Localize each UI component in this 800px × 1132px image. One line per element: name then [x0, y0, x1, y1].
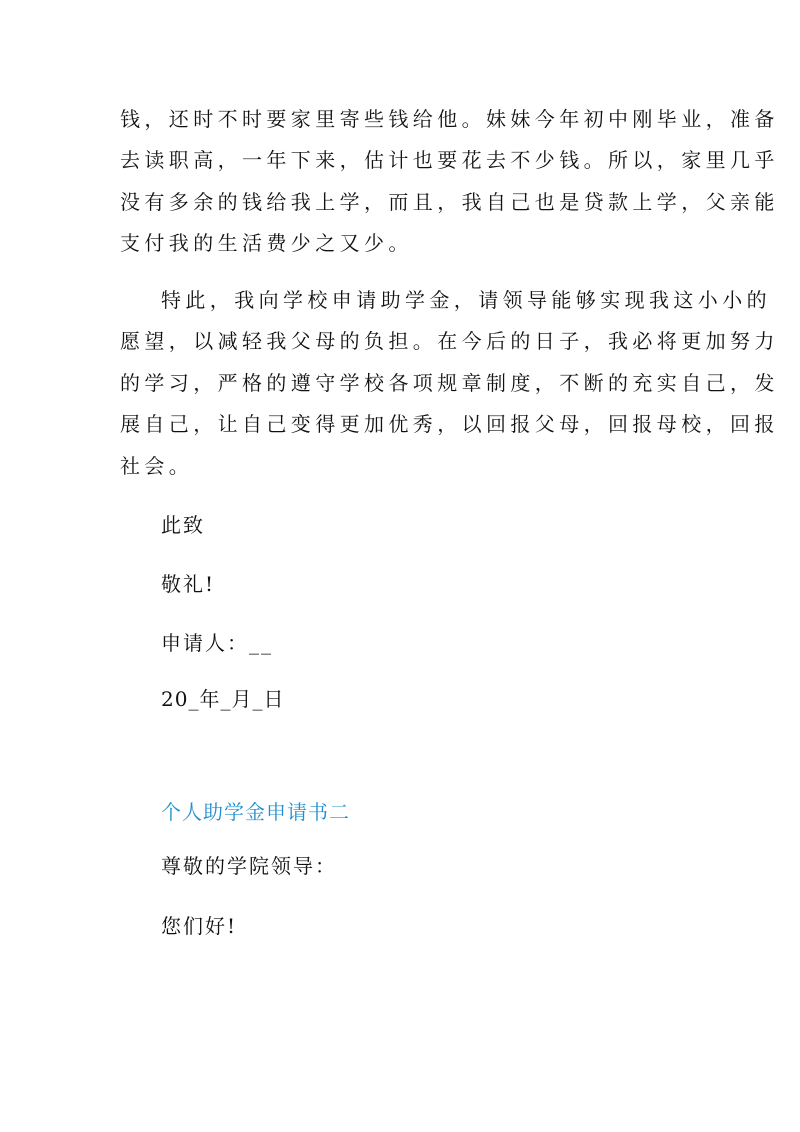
- text-line: 的学习，严格的遵守学校各项规章制度，不断的充实自己，发: [120, 371, 779, 395]
- date-line: 20_年_月_日: [161, 687, 285, 711]
- text-line: 钱，还时不时要家里寄些钱给他。妹妹今年初中刚毕业，准备: [120, 107, 779, 131]
- text-line: 愿望，以减轻我父母的负担。在今后的日子，我必将更加努力: [120, 329, 779, 353]
- applicant-line: 申请人：__: [161, 631, 273, 655]
- closing-salutation: 此致: [161, 513, 205, 537]
- text-line: 支付我的生活费少之又少。: [120, 231, 413, 255]
- closing-regards: 敬礼!: [161, 572, 216, 596]
- text-line: 社会。: [120, 454, 194, 478]
- section-heading: 个人助学金申请书二: [161, 800, 350, 824]
- hello: 您们好!: [161, 914, 238, 938]
- text-line: 展自己，让自己变得更加优秀，以回报父母，回报母校，回报: [120, 412, 779, 436]
- text-line: 去读职高，一年下来，估计也要花去不少钱。所以，家里几乎: [120, 148, 779, 172]
- text-line: 没有多余的钱给我上学，而且，我自己也是贷款上学，父亲能: [120, 190, 779, 214]
- text-line: 特此，我向学校申请助学金，请领导能够实现我这小小的: [161, 288, 771, 312]
- greeting: 尊敬的学院领导：: [161, 854, 337, 878]
